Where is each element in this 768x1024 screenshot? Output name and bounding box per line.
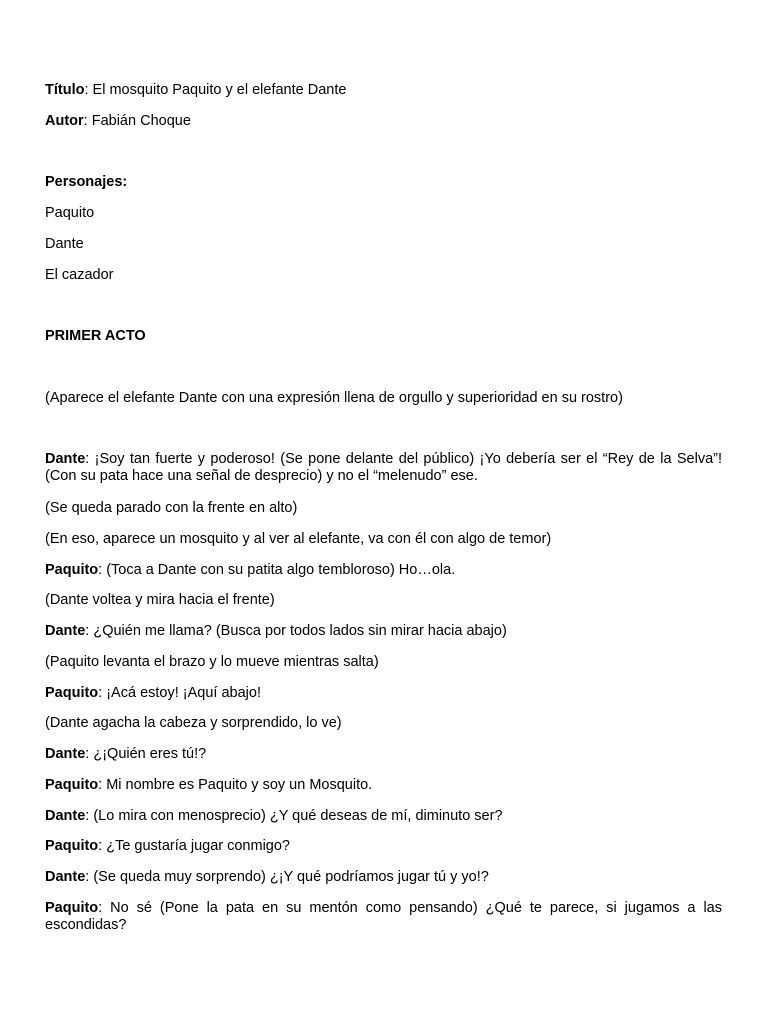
stage-direction: (En eso, aparece un mosquito y al ver al elefante, va con él con algo de temor): [45, 531, 552, 547]
speaker-name: Dante: [45, 623, 86, 639]
dialogue-line: [45, 685, 722, 702]
stage-direction: (Dante voltea y mira hacia el frente): [45, 592, 275, 608]
stage-direction: (Aparece el elefante Dante con una expresión llena de orgullo y superioridad en su rostro): [45, 390, 623, 406]
dialogue-text: : ¡Acá estoy! ¡Aquí abajo!: [98, 685, 261, 701]
title-line: [45, 82, 722, 99]
dialogue-line: [45, 562, 722, 579]
act-heading: PRIMER ACTO: [45, 328, 146, 344]
speaker-name: Dante: [45, 869, 86, 885]
author-label: Autor: [45, 113, 84, 129]
author-line: [45, 113, 722, 130]
dialogue-text: : (Lo mira con menosprecio) ¿Y qué deseas de mí, diminuto ser?: [85, 808, 503, 824]
stage-direction: (Dante agacha la cabeza y sorprendido, lo ve): [45, 715, 342, 731]
title-label: Título: [45, 82, 85, 98]
dialogue-line: [45, 451, 722, 485]
dialogue-line: [45, 746, 722, 763]
dialogue-text: : ¿¡Quién eres tú!?: [85, 746, 207, 762]
dialogue-text: : ¡Soy tan fuerte y poderoso! (Se pone delante del público) ¡Yo debería ser el “Rey de la Selva”! (Con su pata hace una señal de desprecio) y no el “melenudo” ese.: [45, 451, 722, 484]
author-value: : Fabián Choque: [83, 113, 191, 129]
dialogue-text: : (Se queda muy sorprendo) ¿¡Y qué podríamos jugar tú y yo!?: [85, 869, 489, 885]
speaker-name: Paquito: [45, 562, 99, 578]
character-item: El cazador: [45, 267, 114, 283]
dialogue-line: [45, 838, 722, 855]
speaker-name: Dante: [45, 746, 86, 762]
speaker-name: Paquito: [45, 900, 99, 916]
speaker-name: Paquito: [45, 685, 99, 701]
dialogue-text: : ¿Quién me llama? (Busca por todos lados sin mirar hacia abajo): [85, 623, 507, 639]
stage-direction: (Paquito levanta el brazo y lo mueve mientras salta): [45, 654, 379, 670]
dialogue-text: : Mi nombre es Paquito y soy un Mosquito.: [98, 777, 373, 793]
speaker-name: Dante: [45, 808, 86, 824]
dialogue-text: : (Toca a Dante con su patita algo tembloroso) Ho…ola.: [98, 562, 456, 578]
characters-heading: Personajes:: [45, 174, 128, 190]
dialogue-text: : ¿Te gustaría jugar conmigo?: [98, 838, 290, 854]
character-item: Paquito: [45, 205, 95, 221]
character-item: Dante: [45, 236, 84, 252]
dialogue-line: [45, 869, 722, 886]
speaker-name: Dante: [45, 451, 86, 467]
title-value: : El mosquito Paquito y el elefante Dante: [84, 82, 347, 98]
speaker-name: Paquito: [45, 838, 99, 854]
stage-direction: (Se queda parado con la frente en alto): [45, 500, 298, 516]
dialogue-line: [45, 808, 722, 825]
dialogue-line: [45, 777, 722, 794]
speaker-name: Paquito: [45, 777, 99, 793]
dialogue-line: [45, 623, 722, 640]
dialogue-text: : No sé (Pone la pata en su mentón como pensando) ¿Qué te parece, si jugamos a las escondidas?: [45, 900, 722, 933]
dialogue-line: [45, 900, 722, 934]
